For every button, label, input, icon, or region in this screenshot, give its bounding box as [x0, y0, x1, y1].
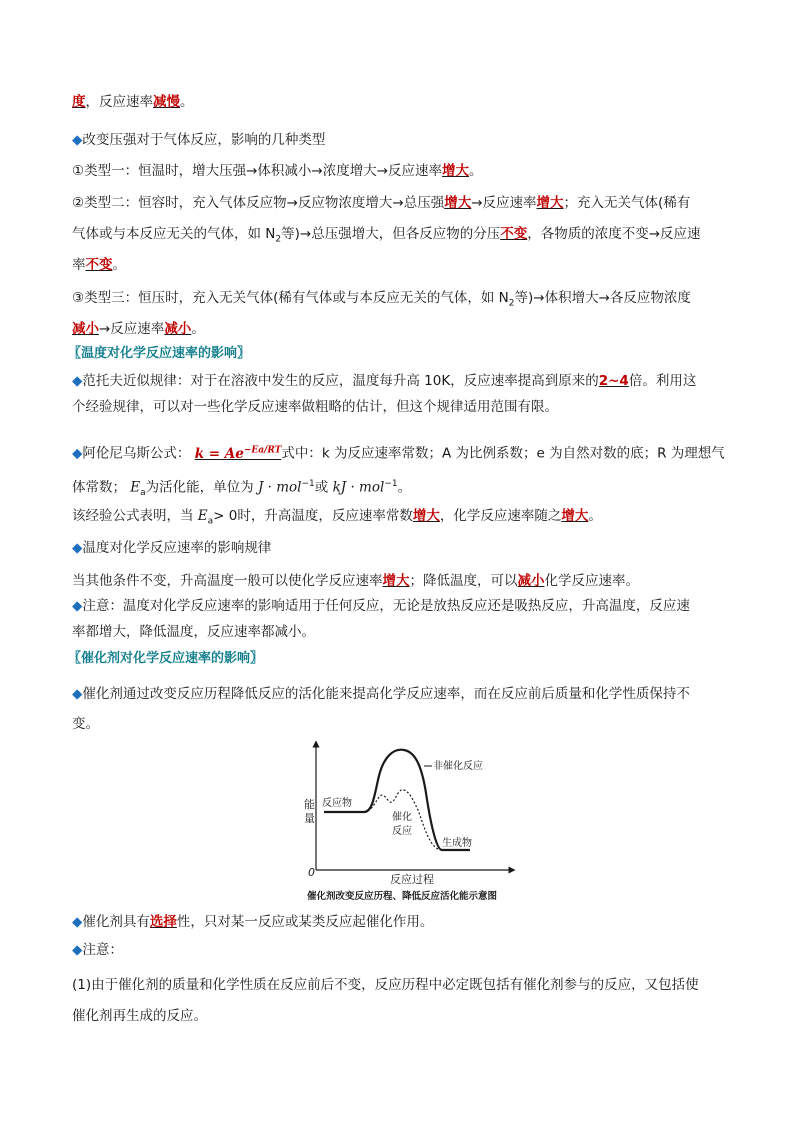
- catalyzed-label: 反应: [392, 826, 412, 837]
- bullet-item: ◆温度对化学反应速率的影响规律: [72, 540, 272, 556]
- emphasis-word: 减慢: [153, 94, 180, 110]
- text-line: ①类型一：恒温时，增大压强→体积减小→浓度增大→反应速率增大。: [72, 163, 483, 179]
- y-axis-label: 量: [304, 812, 315, 825]
- diamond-icon: ◆: [72, 598, 83, 614]
- diamond-icon: ◆: [72, 914, 83, 930]
- bullet-item: ◆催化剂具有选择性，只对某一反应或某类反应起催化作用。: [72, 914, 434, 930]
- product-label: 生成物: [442, 838, 472, 849]
- section-heading-temperature: 〖温度对化学反应速率的影响〗: [68, 346, 251, 361]
- origin-label: 0: [308, 866, 315, 879]
- text-line: 变。: [72, 716, 99, 732]
- diamond-icon: ◆: [72, 132, 83, 148]
- y-axis-label: 能: [304, 798, 315, 811]
- reactant-label: 反应物: [322, 798, 352, 809]
- x-axis-label: 反应过程: [390, 873, 434, 886]
- non-catalyzed-label: 非催化反应: [433, 761, 483, 772]
- text-line: 当其他条件不变，升高温度一般可以使化学反应速率增大；降低温度，可以减小化学反应速率。: [72, 573, 639, 589]
- diamond-icon: ◆: [72, 373, 83, 389]
- bullet-item: ◆催化剂通过改变反应历程降低反应的活化能来提高化学反应速率，而在反应前后质量和化学性质保持不: [72, 686, 690, 702]
- text-line: (1)由于催化剂的质量和化学性质在反应前后不变，反应历程中必定既包括有催化剂参与的反应，又包括使: [72, 977, 699, 993]
- energy-profile-diagram: [290, 738, 520, 908]
- text-line: 率不变。: [72, 257, 126, 273]
- text-line: 催化剂再生成的反应。: [72, 1008, 207, 1024]
- text-line: 体常数； $E_a$为活化能，单位为 J · mol$^{-1}$或 kJ · mol$^{-1}$。: [72, 479, 412, 499]
- text-line: ②类型二：恒容时，充入气体反应物→反应物浓度增大→总压强增大→反应速率增大；充入无关气体(稀有: [72, 195, 691, 211]
- bullet-item: ◆范托夫近似规律：对于在溶液中发生的反应，温度每升高 10K，反应速率提高到原来的2~4倍。利用这: [72, 373, 697, 389]
- text-line: ③类型三：恒压时，充入无关气体(稀有气体或与本反应无关的气体，如 $N_2$等)→体积增大→各反应物浓度: [72, 290, 691, 309]
- catalyzed-label: 催化: [392, 812, 412, 823]
- text-line: 该经验公式表明，当 $E_a> 0$时，升高温度，反应速率常数增大，化学反应速率随之增大。: [72, 508, 602, 527]
- diagram-caption: 催化剂改变反应历程、降低反应活化能示意图: [306, 891, 497, 902]
- bullet-item: ◆注意：温度对化学反应速率的影响适用于任何反应，无论是放热反应还是吸热反应，升高温度，反应速: [72, 598, 690, 614]
- bullet-item: ◆改变压强对于气体反应，影响的几种类型: [72, 132, 326, 148]
- text-line: 气体或与本反应无关的气体，如 $N_2$等)→总压强增大，但各反应物的分压不变，各物质的浓度不变→反应速: [72, 226, 701, 245]
- diamond-icon: ◆: [72, 445, 83, 462]
- section-heading-catalyst: 〖催化剂对化学反应速率的影响〗: [68, 651, 264, 666]
- diamond-icon: ◆: [72, 942, 83, 958]
- bullet-item: ◆注意：: [72, 942, 123, 958]
- bullet-item: ◆阿伦尼乌斯公式： $k = Ae^{-Ea/RT}$式中：k 为反应速率常数；A 为比例系数；e 为自然对数的底；R 为理想气: [72, 445, 725, 462]
- diamond-icon: ◆: [72, 686, 83, 702]
- diamond-icon: ◆: [72, 540, 83, 556]
- text-line: 率都增大，降低温度，反应速率都减小。: [72, 624, 315, 640]
- text-line: 个经验规律，可以对一些化学反应速率做粗略的估计，但这个规律适用范围有限。: [72, 399, 558, 415]
- text-line: 减小→反应速率减小。: [72, 321, 205, 337]
- emphasis-word: 度: [72, 94, 86, 110]
- text-line: 度，反应速率减慢。: [72, 94, 194, 110]
- arrhenius-formula: $k = Ae^{-Ea/RT}$: [194, 445, 282, 462]
